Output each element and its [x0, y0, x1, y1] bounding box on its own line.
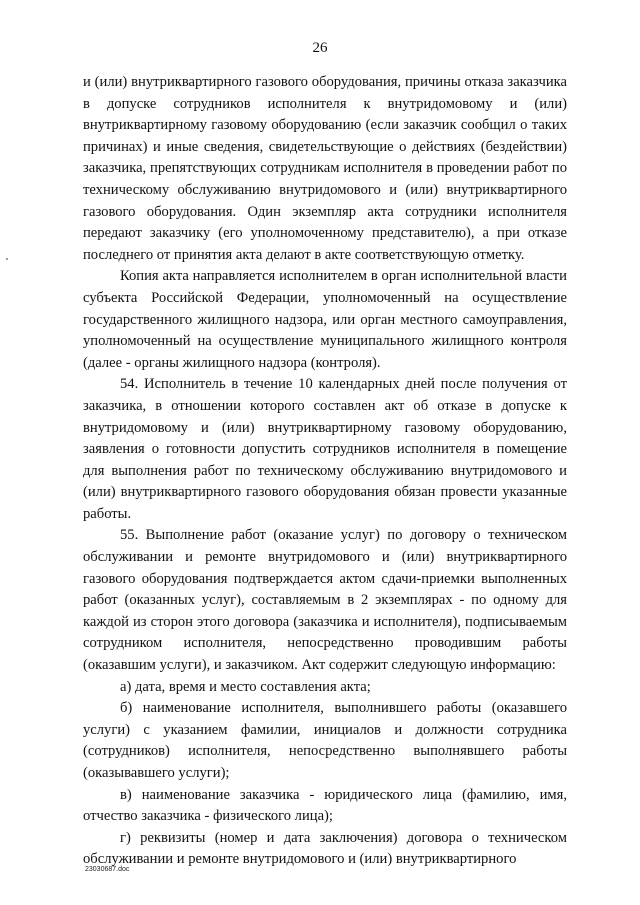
list-item-v: в) наименование заказчика - юридического лица (фамилию, имя, отчество заказчика - физического лица); — [83, 786, 567, 825]
list-item-b: б) наименование исполнителя, выполнившего работы (оказавшего услуги) с указанием фамилии, инициалов и должности сотрудника (сотрудников) исполнителя, непосредственно выполнявшего работы (оказывавшего услуги); — [83, 700, 567, 781]
paragraph-act-continuation: и (или) внутриквартирного газового оборудования, причины отказа заказчика в допуске сотрудников исполнителя к внутридомовому и (или) внутриквартирному газовому оборудованию (если заказчик сообщил о таких причинах) и иные сведения, свидетельствующие о действиях (бездействии) заказчика, препятствующих сотрудникам исполнителя в проведении работ по техническому обслуживанию внутридомового и (или) внутриквартирного газового оборудования. Один экземпляр акта сотрудники исполнителя передают заказчику (его уполномоченному представителю), а при отказе последнего от принятия акта делают в акте соответствующую отметку. — [83, 74, 567, 263]
margin-mark — [6, 258, 8, 260]
paragraph-item-54: 54. Исполнитель в течение 10 календарных дней после получения от заказчика, в отношении которого составлен акт об отказе в допуске к внутридомовому и (или) внутриквартирному газовому оборудованию, заявления о готовности допустить сотрудников исполнителя в помещение для выполнения работ по техническому обслуживанию внутридомового и (или) внутриквартирного газового оборудования обязан провести указанные работы. — [83, 376, 567, 522]
list-item-g: г) реквизиты (номер и дата заключения) договора о техническом обслуживании и ремонте внутридомового и (или) внутриквартирного — [83, 829, 567, 868]
footer-filename: 23030687.doc — [85, 866, 130, 873]
page-number: 26 — [312, 40, 328, 56]
document-body — [83, 72, 567, 871]
paragraph-act-copy: Копия акта направляется исполнителем в орган исполнительной власти субъекта Российской Федерации, уполномоченный на осуществление государственного жилищного надзора, или орган местного самоуправления, уполномоченный на осуществление муниципального жилищного контроля (далее - органы жилищного надзора (контроля). — [83, 268, 567, 371]
list-item-a: а) дата, время и место составления акта; — [120, 678, 371, 695]
paragraph-item-55: 55. Выполнение работ (оказание услуг) по договору о техническом обслуживании и ремонте внутридомового и (или) внутриквартирного газового оборудования подтверждается актом сдачи-приемки выполненных работ (оказанных услуг), составляемым в 2 экземплярах - по одному для каждой из сторон этого договора (заказчика и исполнителя), подписываемым сотрудником исполнителя, непосредственно проводившим работы (оказавшим услуги), и заказчиком. Акт содержит следующую информацию: — [83, 527, 567, 674]
